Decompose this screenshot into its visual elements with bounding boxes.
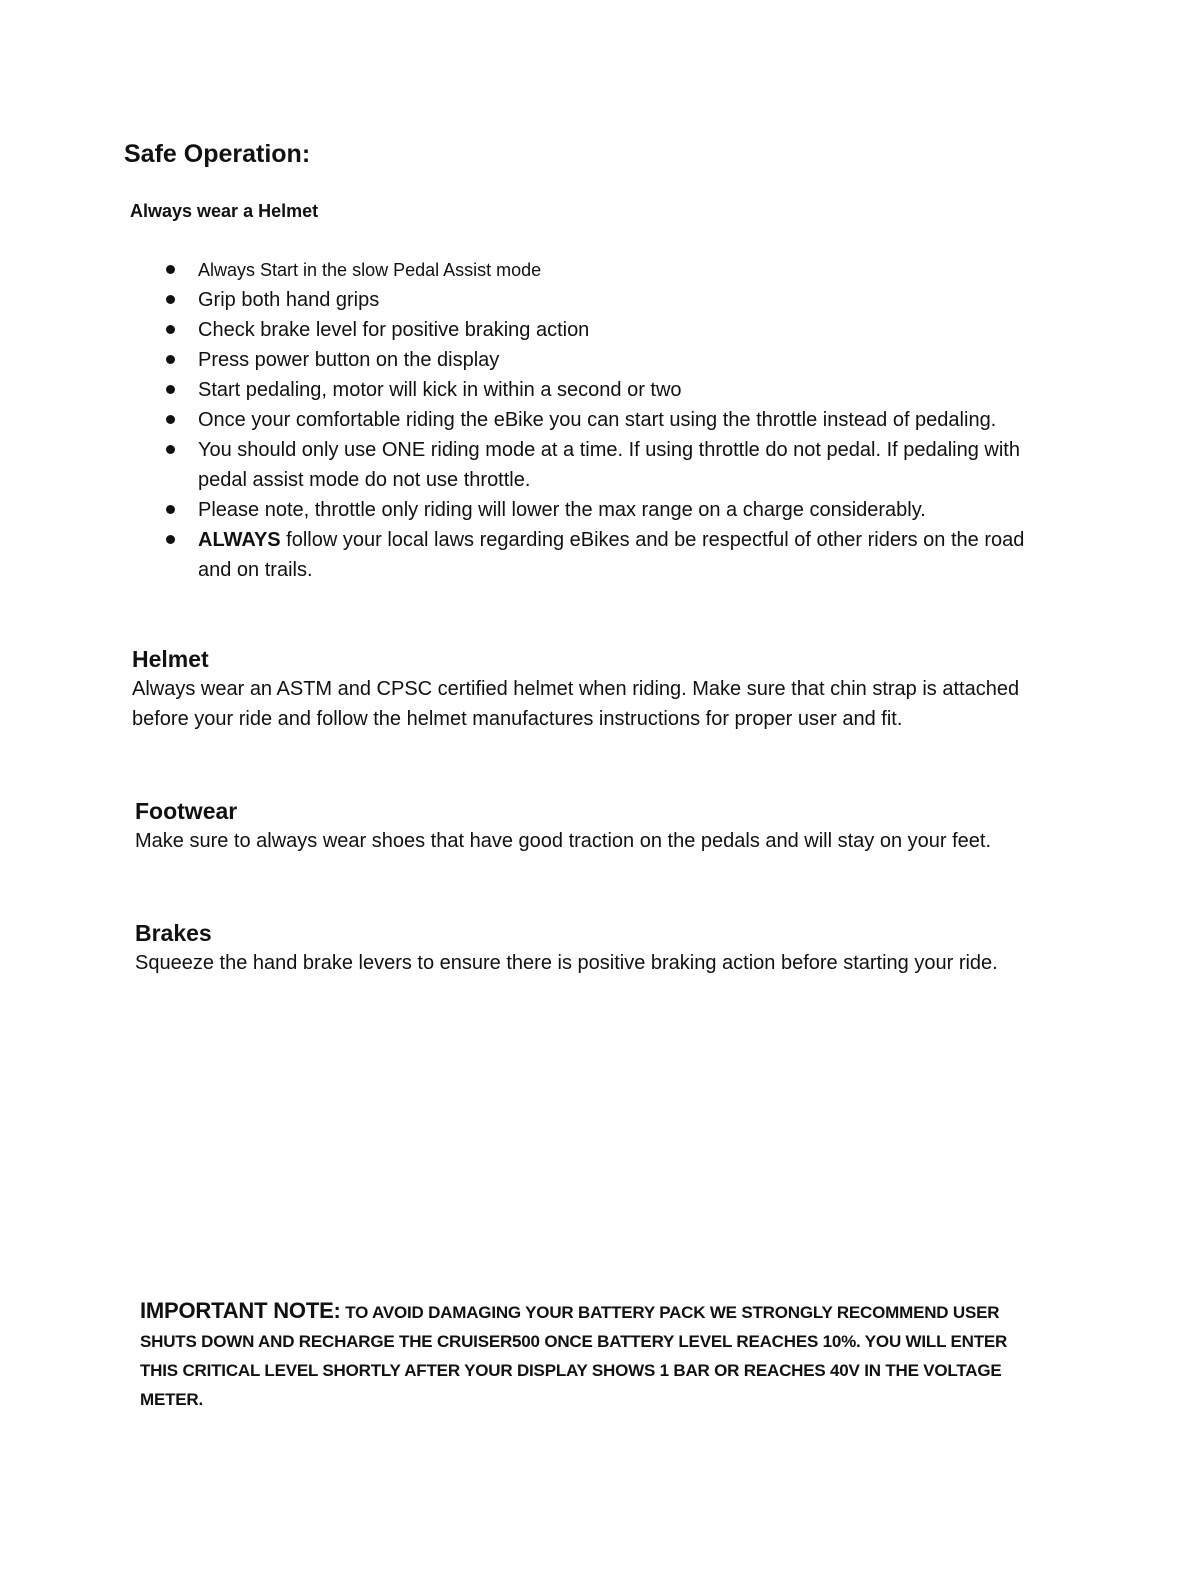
section-body: Squeeze the hand brake levers to ensure there is positive braking action before starting your ride.: [135, 952, 998, 974]
subheading: Always wear a Helmet: [130, 201, 319, 221]
bullet-icon: [166, 325, 175, 334]
list-item-text: You should only use ONE riding mode at a time. If using throttle do not pedal. If pedaling with pedal assist mode do not use throttle.: [198, 439, 1020, 491]
bullet-icon: [166, 415, 175, 424]
list-item: [160, 495, 1060, 525]
bullet-icon: [166, 535, 175, 544]
section-body: Make sure to always wear shoes that have good traction on the pedals and will stay on your feet.: [135, 830, 992, 852]
list-item: [160, 375, 1060, 405]
list-item: [160, 405, 1060, 435]
list-item: [160, 525, 1060, 585]
bullet-icon: [166, 265, 175, 274]
page-title: Safe Operation:: [124, 140, 311, 168]
list-item-text: Always Start in the slow Pedal Assist mode: [198, 260, 542, 280]
section-helmet: [132, 644, 1052, 734]
important-note: [140, 1296, 1040, 1414]
list-item-text: Please note, throttle only riding will lower the max range on a charge considerably.: [198, 499, 926, 521]
important-note-lead: IMPORTANT NOTE:: [140, 1298, 341, 1323]
list-item: [160, 435, 1060, 495]
list-item-text: follow your local laws regarding eBikes and be respectful of other riders on the road and on trails.: [198, 529, 1025, 581]
bullet-icon: [166, 505, 175, 514]
section-body: Always wear an ASTM and CPSC certified helmet when riding. Make sure that chin strap is attached before your ride and follow the helmet manufactures instructions for proper user and fit.: [132, 678, 1020, 730]
list-item-text: Grip both hand grips: [198, 289, 380, 311]
list-item-text: Press power button on the display: [198, 349, 500, 371]
section-title: Brakes: [135, 920, 212, 946]
list-item-text: Check brake level for positive braking action: [198, 319, 590, 341]
section-title: Helmet: [132, 646, 209, 672]
bullet-icon: [166, 355, 175, 364]
bullet-icon: [166, 445, 175, 454]
list-item: [160, 345, 1060, 375]
section-title: Footwear: [135, 798, 238, 824]
list-item-text: Start pedaling, motor will kick in within a second or two: [198, 379, 682, 401]
safety-checklist: [160, 255, 1060, 585]
important-note-text: TO AVOID DAMAGING YOUR BATTERY PACK WE STRONGLY RECOMMEND USER SHUTS DOWN AND RECHARGE THE CRUISER500 ONCE BATTERY LEVEL REACHES 10%. YOU WILL ENTER THIS CRITICAL LEVEL SHORTLY AFTER YOUR DISPLAY SHOWS 1 BAR OR REACHES 40V IN THE VOLTAGE METER.: [140, 1303, 1008, 1409]
list-item: [160, 315, 1060, 345]
list-item: [160, 285, 1060, 315]
list-item-emphasis: ALWAYS: [198, 529, 281, 551]
list-item: [160, 255, 1060, 285]
bullet-icon: [166, 295, 175, 304]
list-item-text: Once your comfortable riding the eBike you can start using the throttle instead of pedaling.: [198, 409, 997, 431]
bullet-icon: [166, 385, 175, 394]
section-footwear: [135, 796, 1055, 856]
section-brakes: [135, 918, 1055, 978]
